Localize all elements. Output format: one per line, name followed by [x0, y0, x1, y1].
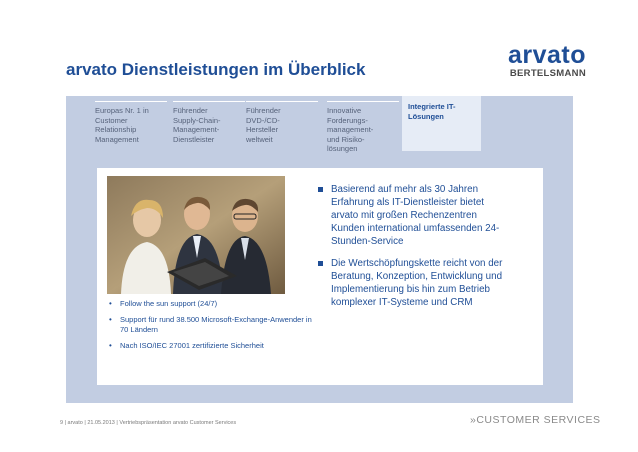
content-panel — [66, 96, 573, 403]
list-item: • Support für rund 38.500 Microsoft-Exchange-Anwender in 70 Ländern — [97, 315, 313, 335]
tab-label: Europas Nr. 1 in Customer Relationship Management — [95, 106, 149, 144]
tab-label: Führender Supply-Chain- Management- Dienstleister — [173, 106, 221, 144]
list-item — [315, 257, 513, 309]
team-photo — [107, 176, 285, 294]
photo-image-icon — [107, 176, 285, 294]
main-bullets — [315, 183, 513, 318]
tab-label: Innovative Forderungs- management- und Risiko- lösungen — [327, 106, 374, 153]
list-item: • Nach ISO/IEC 27001 zertifizierte Sicherheit — [97, 341, 313, 351]
slide-title: arvato Dienstleistungen im Überblick — [66, 60, 366, 79]
tab-dvd-cd[interactable] — [246, 101, 318, 151]
square-bullet-icon — [318, 261, 323, 266]
footer-info: 9 | arvato | 21.05.2013 | Vertriebspräsentation arvato Customer Services — [60, 420, 237, 426]
tab-label: Führender DVD-/CD- Hersteller weltweit — [246, 106, 281, 144]
logo-word: arvato — [507, 41, 586, 69]
tab-receivables[interactable] — [327, 101, 399, 151]
tab-crm[interactable] — [95, 101, 167, 151]
tab-content — [97, 168, 543, 385]
list-item: • Follow the sun support (24/7) — [97, 299, 313, 309]
bullet-text: Basierend auf mehr als 30 Jahren Erfahrung als IT-Dienstleister bietet arvato mit großen Rechenzentren Kunden international umfassenden 24-Stunden-Service — [331, 184, 500, 247]
photo-bullets — [97, 299, 313, 357]
logo-sub: BERTELSMANN — [509, 68, 586, 79]
footer-brand: »CUSTOMER SERVICES — [470, 414, 601, 426]
list-item — [315, 183, 513, 248]
tab-supply-chain[interactable] — [173, 101, 245, 151]
square-bullet-icon — [318, 187, 323, 192]
arvato-logo — [486, 42, 586, 80]
tab-label: Integrierte IT- Lösungen — [408, 102, 456, 121]
bullet-text: Die Wertschöpfungskette reicht von der Beratung, Konzeption, Entwicklung und Implementierung bis hin zum Betrieb komplexer IT-Systeme und CRM — [331, 258, 503, 308]
tab-it-solutions[interactable] — [402, 96, 481, 151]
